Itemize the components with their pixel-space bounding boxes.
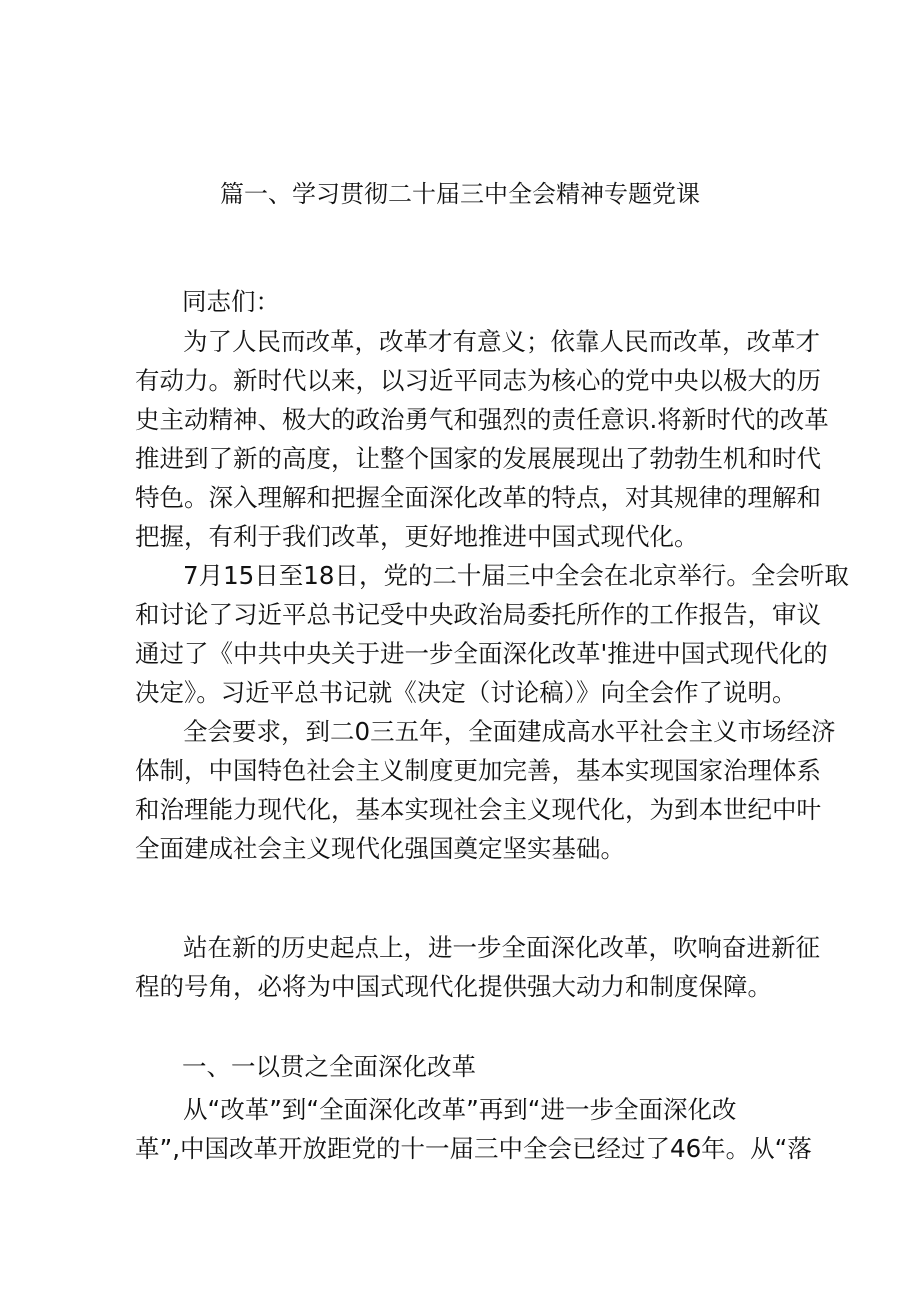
paragraph-3 — [135, 712, 836, 868]
document-title: 篇一、学习贯彻二十届三中全会精神专题党课 — [220, 180, 700, 208]
paragraph-line: 推进到了新的高度，让整个国家的发展展现出了勃勃生机和时代 — [135, 444, 821, 473]
paragraph-line: 把握，有利于我们改革，更好地推进中国式现代化。 — [135, 522, 699, 551]
paragraph-1 — [135, 322, 829, 556]
paragraph-line: 革”,中国改革开放距党的十一届三中全会已经过了46年。从“落 — [135, 1134, 812, 1163]
paragraph-line: 从“改革”到“全面深化改革”再到“进一步全面深化改 — [183, 1095, 737, 1124]
paragraph-2 — [135, 556, 849, 712]
greeting: 同志们： — [182, 287, 280, 316]
paragraph-line: 全会要求，到二0三五年，全面建成高水平社会主义市场经济 — [183, 717, 836, 746]
paragraph-line: 有动力。新时代以来，以习近平同志为核心的党中央以极大的历 — [135, 366, 821, 395]
section-heading: 一、一以贯之全面深化改革 — [182, 1052, 476, 1081]
paragraph-line: 特色。深入理解和把握全面深化改革的特点，对其规律的理解和 — [135, 483, 821, 512]
paragraph-line: 全面建成社会主义现代化强国奠定坚实基础。 — [135, 834, 625, 863]
paragraph-line: 通过了《中共中央关于进一步全面深化改革'推进中国式现代化的 — [135, 639, 828, 668]
paragraph-line: 史主动精神、极大的政治勇气和强烈的责任意识.将新时代的改革 — [135, 405, 829, 434]
paragraph-4 — [135, 928, 820, 1006]
paragraph-line: 7月15日至18日，党的二十届三中全会在北京举行。全会听取 — [183, 561, 849, 590]
paragraph-line: 站在新的历史起点上，进一步全面深化改革，吹响奋进新征 — [183, 933, 820, 962]
paragraph-line: 为了人民而改革，改革才有意义；依靠人民而改革，改革才 — [183, 327, 820, 356]
paragraph-line: 体制，中国特色社会主义制度更加完善，基本实现国家治理体系 — [135, 756, 821, 785]
section-paragraph — [135, 1090, 812, 1168]
paragraph-line: 和治理能力现代化，基本实现社会主义现代化，为到本世纪中叶 — [135, 795, 821, 824]
paragraph-line: 程的号角，必将为中国式现代化提供强大动力和制度保障。 — [135, 972, 772, 1001]
paragraph-line: 决定》。习近平总书记就《决定（讨论稿）》向全会作了说明。 — [135, 678, 797, 707]
paragraph-line: 和讨论了习近平总书记受中央政治局委托所作的工作报告，审议 — [135, 600, 821, 629]
